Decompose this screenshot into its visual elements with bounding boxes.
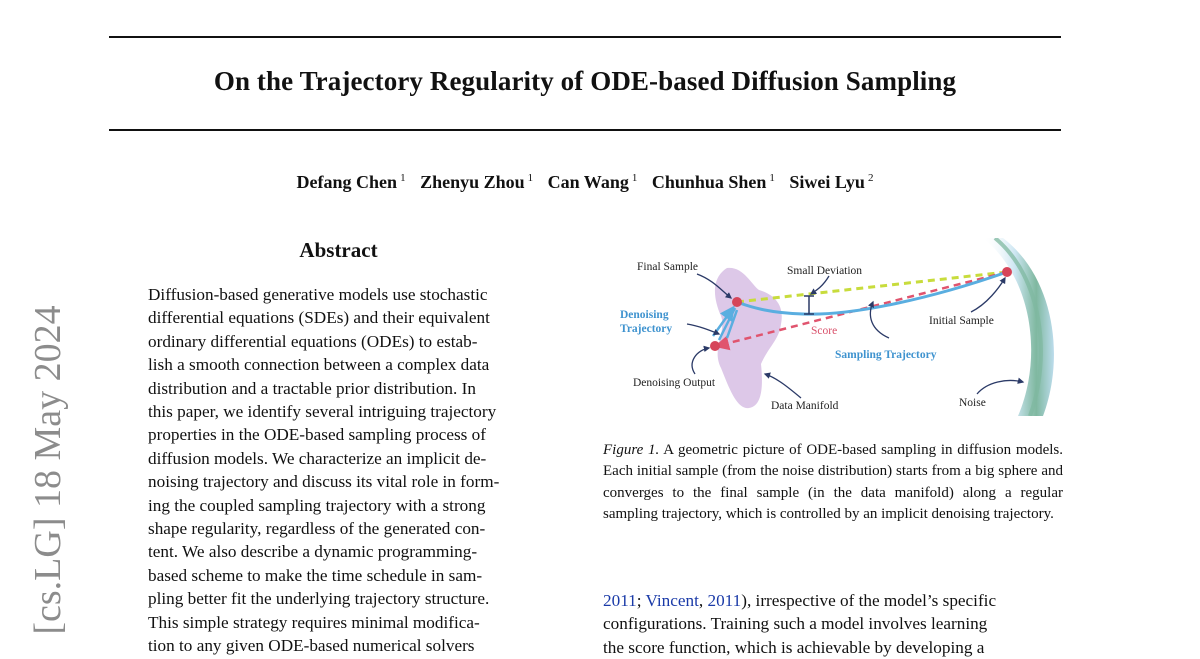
abstract-line: based scheme to make the time schedule in sam- <box>148 565 483 585</box>
abstract-line: properties in the ODE-based sampling process of <box>148 425 486 445</box>
author-affiliation: 1 <box>769 172 775 184</box>
abstract-line: This simple strategy requires minimal modifica- <box>148 612 480 632</box>
label-denoising-1: Denoising <box>620 309 669 321</box>
citation-link[interactable]: 2011 <box>707 591 742 610</box>
author-name: Zhenyu Zhou <box>420 172 525 192</box>
author-name: Defang Chen <box>296 172 398 192</box>
body-line: the score function, which is achievable by developing a <box>603 637 985 657</box>
final-sample-point <box>732 297 742 307</box>
author <box>548 172 638 192</box>
author-affiliation: 2 <box>867 172 874 184</box>
abstract-line: Diffusion-based generative models use stochastic <box>148 285 488 304</box>
figure-1-diagram <box>603 238 1063 416</box>
author <box>789 172 873 192</box>
figure-1-caption <box>603 440 1063 525</box>
arxiv-stamp-text: [cs.LG] 18 May 2024 <box>27 305 69 635</box>
paper-title: On the Trajectory Regularity of ODE-based Diffusion Sampling <box>213 66 957 96</box>
author <box>420 172 533 192</box>
abstract-line: tion to any given ODE-based numerical solvers <box>148 636 475 656</box>
abstract-line: diffusion models. We characterize an implicit de- <box>148 448 487 468</box>
citation-link[interactable]: Vincent <box>645 591 699 610</box>
label-denoising-2: Trajectory <box>620 323 673 335</box>
author <box>652 172 775 192</box>
author-affiliation: 1 <box>631 172 638 184</box>
author-affiliation: 1 <box>527 172 534 184</box>
right-column-text <box>603 589 1063 659</box>
label-final-sample: Final Sample <box>637 261 699 273</box>
abstract-line: noising trajectory and discuss its vital role in form- <box>148 472 500 492</box>
citation-link[interactable]: 2011 <box>603 591 637 610</box>
author-name: Can Wang <box>547 172 629 192</box>
abstract-line: differential equations (SDEs) and their equivalent <box>148 308 490 328</box>
caption-text: A geometric picture of ODE-based sampling in diffusion models. Each initial sample (from the noise distribution) starts from a big sphere and converges to the final sample (in the data manifold) along a regular sampling trajectory, which is controlled by an implicit denoising trajectory. <box>603 442 1063 522</box>
leader-denoising-traj <box>687 324 719 334</box>
body-line: 2011; Vincent, 2011), irrespective of the model’s specific <box>603 591 997 610</box>
label-initial-sample: Initial Sample <box>929 315 994 327</box>
body-text: ), irrespective of the model’s specific <box>741 591 997 610</box>
abstract-line: distribution and a tractable prior distribution. In <box>148 378 476 398</box>
label-score: Score <box>811 325 838 337</box>
label-data-manifold: Data Manifold <box>771 400 839 412</box>
label-denoising-output: Denoising Output <box>633 377 716 389</box>
abstract-line: shape regularity, regardless of the generated con- <box>148 519 486 539</box>
leader-data-manifold <box>765 374 801 398</box>
abstract-line: tent. We also describe a dynamic programming- <box>148 542 478 562</box>
author <box>297 172 406 192</box>
abstract-line: ing the coupled sampling trajectory with a strong <box>148 495 486 515</box>
label-sampling-trajectory: Sampling Trajectory <box>835 349 937 361</box>
deviation-line <box>737 272 1007 302</box>
abstract-line: pling better fit the underlying trajectory structure. <box>148 589 490 609</box>
abstract-line: ordinary differential equations (ODEs) to estab- <box>148 331 478 351</box>
abstract-line: lish a smooth connection between a complex data <box>148 355 490 375</box>
abstract-line: this paper, we identify several intriguing trajectory <box>148 402 497 422</box>
author-name: Chunhua Shen <box>651 172 767 192</box>
label-noise: Noise <box>959 397 986 409</box>
author-affiliation: 1 <box>400 172 406 184</box>
author-list <box>109 172 1061 193</box>
deviation-bracket <box>804 296 814 314</box>
citation-separator: ; <box>636 591 646 610</box>
abstract-body <box>148 283 531 658</box>
author-name: Siwei Lyu <box>789 172 865 192</box>
label-small-deviation: Small Deviation <box>787 265 863 277</box>
denoising-output-point <box>710 341 720 351</box>
title-rule-bottom <box>109 129 1061 131</box>
body-line: configurations. Training such a model involves learning <box>603 614 988 634</box>
caption-label: Figure 1. <box>603 442 660 458</box>
leader-noise <box>977 381 1023 395</box>
abstract-heading: Abstract <box>299 238 378 262</box>
title-rule-top <box>109 36 1061 38</box>
leader-denoising-output <box>692 348 709 374</box>
initial-sample-point <box>1002 267 1012 277</box>
